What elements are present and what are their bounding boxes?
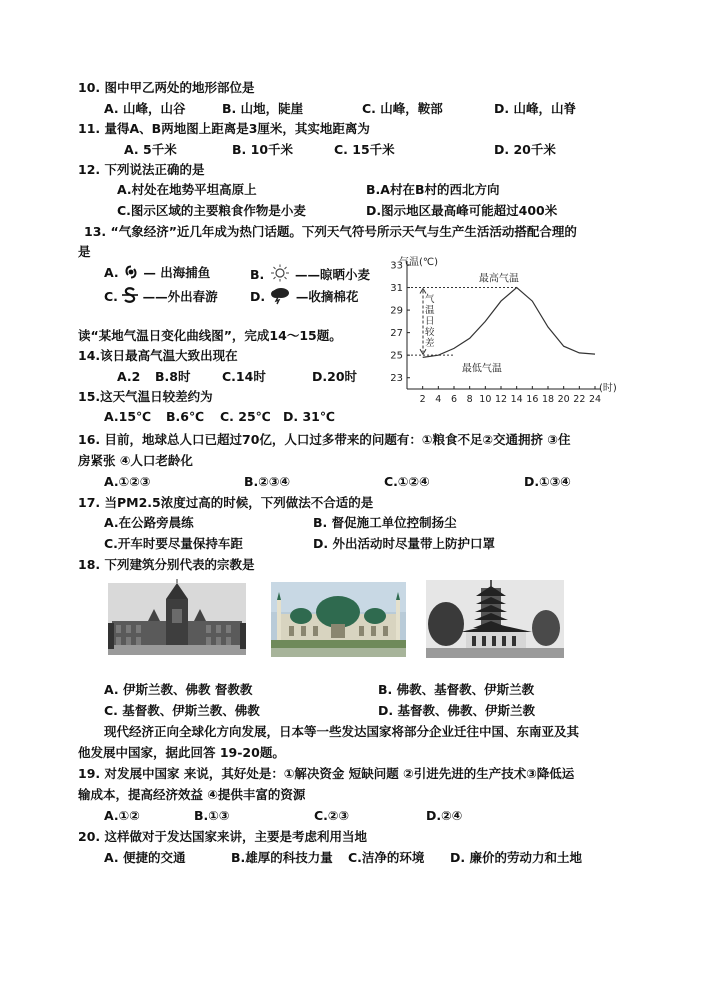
q15-option-b: B.6℃ (166, 409, 205, 424)
q20-option-d: D. 廉价的劳动力和土地 (450, 850, 582, 865)
q13-option-c-text: ——外出春游 (142, 289, 218, 304)
q19-stem-continued: 输成本，提高经济效益 ④提供丰富的资源 (78, 787, 306, 802)
q13-option-b-label: B. (250, 267, 265, 282)
q17-option-a: A.在公路旁晨练 (104, 515, 194, 530)
q16-stem: 16. 目前，地球总人口已超过70亿，人口过多带来的问题有：①粮食不足②交通拥挤 ③住 (78, 432, 571, 447)
range-label-char: 温 (425, 304, 435, 316)
q19-option-b: B.①③ (194, 808, 230, 823)
q17-option-d: D. 外出活动时尽量带上防护口罩 (313, 536, 495, 551)
sunny-icon (269, 264, 291, 282)
q13-option-d-label: D. (250, 289, 266, 304)
pagoda-photo (426, 580, 564, 658)
q18-option-b: B. 佛教、基督教、伊斯兰教 (378, 682, 535, 697)
max-temp-label: 最高气温 (478, 273, 519, 285)
sandstorm-icon (122, 286, 138, 304)
q14-option-b: B.8时 (155, 369, 191, 384)
range-label-char: 差 (425, 337, 435, 349)
x-tick-label: 24 (588, 394, 602, 405)
y-tick-label: 33 (390, 260, 403, 272)
x-axis-label: (时) (599, 383, 617, 394)
q12-stem: 12. 下列说法正确的是 (78, 162, 205, 177)
temperature-chart (385, 255, 615, 415)
q17-option-b: B. 督促施工单位控制扬尘 (313, 515, 457, 530)
q10-option-c: C. 山峰，鞍部 (362, 101, 443, 116)
q18-option-d: D. 基督教、佛教、伊斯兰教 (378, 703, 535, 718)
x-tick-label: 8 (466, 394, 473, 405)
q17-option-c: C.开车时要尽量保持车距 (104, 536, 243, 551)
x-tick-label: 12 (494, 394, 508, 405)
q11-option-c: C. 15千米 (334, 142, 395, 157)
range-label-char: 日 (425, 315, 435, 327)
q14-option-a: A.2 (117, 369, 141, 384)
q16-option-c: C.①②④ (384, 474, 430, 489)
q20-option-c: C.洁净的环境 (348, 850, 425, 865)
q13-option-d (250, 286, 358, 305)
q19-option-c: C.②③ (314, 808, 350, 823)
q11-option-d: D. 20千米 (494, 142, 556, 157)
q13-stem: 13. “气象经济”近几年成为热门话题。下列天气符号所示天气与生产生活活动搭配合理的 (84, 224, 577, 239)
mosque-photo (271, 582, 406, 657)
q15-option-d: D. 31℃ (283, 409, 336, 424)
q13-option-a-text: — 出海捕鱼 (143, 265, 211, 280)
x-tick-label: 14 (510, 394, 523, 405)
q13-option-a-label: A. (104, 265, 119, 280)
min-temp-label: 最低气温 (461, 363, 502, 375)
range-label-char: 气 (425, 293, 435, 305)
x-tick-label: 10 (479, 394, 492, 405)
q13-option-c (104, 286, 218, 305)
q10-option-a: A. 山峰，山谷 (104, 101, 186, 116)
q19-option-d: D.②④ (426, 808, 463, 823)
typhoon-icon (123, 264, 139, 280)
q13-option-c-label: C. (104, 289, 118, 304)
x-tick-label: 2 (419, 394, 426, 405)
q10-option-d: D. 山峰，山脊 (494, 101, 576, 116)
q13-option-b-text: ——晾晒小麦 (295, 267, 371, 282)
y-tick-label: 31 (390, 283, 403, 295)
q17-stem: 17. 当PM2.5浓度过高的时候，下列做法不合适的是 (78, 495, 374, 510)
x-tick-label: 6 (450, 394, 458, 405)
q15-option-a: A.15℃ (104, 409, 152, 424)
x-tick-label: 20 (557, 394, 570, 405)
q13-option-b (250, 264, 370, 283)
x-tick-label: 22 (573, 394, 586, 405)
q11-stem: 11. 量得A、B两地图上距离是3厘米，其实地距离为 (78, 121, 370, 136)
church-photo (108, 583, 246, 655)
q14-option-d: D.20时 (312, 369, 358, 384)
q14-15-intro: 读“某地气温日变化曲线图”，完成14～15题。 (78, 328, 342, 343)
q19-stem: 19. 对发展中国家 来说，其好处是：①解决资金 短缺问题 ②引进先进的生产技术③降低运 (78, 766, 575, 781)
y-axis-label: 气温(℃) (399, 257, 439, 268)
q19-option-a: A.①② (104, 808, 140, 823)
q20-option-b: B.雄厚的科技力量 (231, 850, 333, 865)
q12-option-c: C.图示区域的主要粮食作物是小麦 (117, 203, 306, 218)
q16-option-b: B.②③④ (244, 474, 291, 489)
q16-option-d: D.①③④ (524, 474, 571, 489)
q10-option-b: B. 山地，陡崖 (222, 101, 304, 116)
x-tick-label: 16 (526, 394, 539, 405)
q18-stem: 18. 下列建筑分别代表的宗教是 (78, 557, 255, 572)
y-tick-label: 29 (390, 305, 403, 317)
q19-20-intro-line1: 现代经济正向全球化方向发展，日本等一些发达国家将部分企业迁往中国、东南亚及其 (104, 724, 580, 739)
x-tick-label: 18 (541, 394, 555, 405)
x-tick-label: 4 (435, 394, 442, 405)
y-tick-label: 23 (390, 373, 403, 385)
temperature-curve (423, 288, 595, 358)
q12-option-b: B.A村在B村的西北方向 (366, 182, 500, 197)
q13-stem-continued: 是 (78, 244, 91, 259)
q10-stem: 10. 图中甲乙两处的地形部位是 (78, 80, 255, 95)
q16-option-a: A.①②③ (104, 474, 151, 489)
y-tick-label: 25 (390, 350, 403, 362)
range-label-char: 较 (425, 326, 435, 338)
q14-option-c: C.14时 (222, 369, 266, 384)
q13-option-a (104, 264, 210, 281)
q18-option-a: A. 伊斯兰教、佛教 督教教 (104, 682, 253, 697)
y-tick-label: 27 (390, 328, 403, 340)
q15-stem: 15.这天气温日较差约为 (78, 389, 213, 404)
thunderstorm-icon (269, 286, 291, 304)
q12-option-d: D.图示地区最高峰可能超过400米 (366, 203, 558, 218)
q14-stem: 14.该日最高气温大致出现在 (78, 348, 238, 363)
q13-option-d-text: —收摘棉花 (295, 289, 359, 304)
q20-option-a: A. 便捷的交通 (104, 850, 186, 865)
q15-option-c: C. 25℃ (220, 409, 271, 424)
q19-20-intro-line2: 他发展中国家，据此回答 19-20题。 (78, 745, 285, 760)
q11-option-a: A. 5千米 (124, 142, 177, 157)
q11-option-b: B. 10千米 (232, 142, 294, 157)
q12-option-a: A.村处在地势平坦高原上 (117, 182, 257, 197)
q18-option-c: C. 基督教、伊斯兰教、佛教 (104, 703, 260, 718)
q20-stem: 20. 这样做对于发达国家来讲，主要是考虑利用当地 (78, 829, 367, 844)
q16-stem-continued: 房紧张 ④人口老龄化 (78, 453, 193, 468)
